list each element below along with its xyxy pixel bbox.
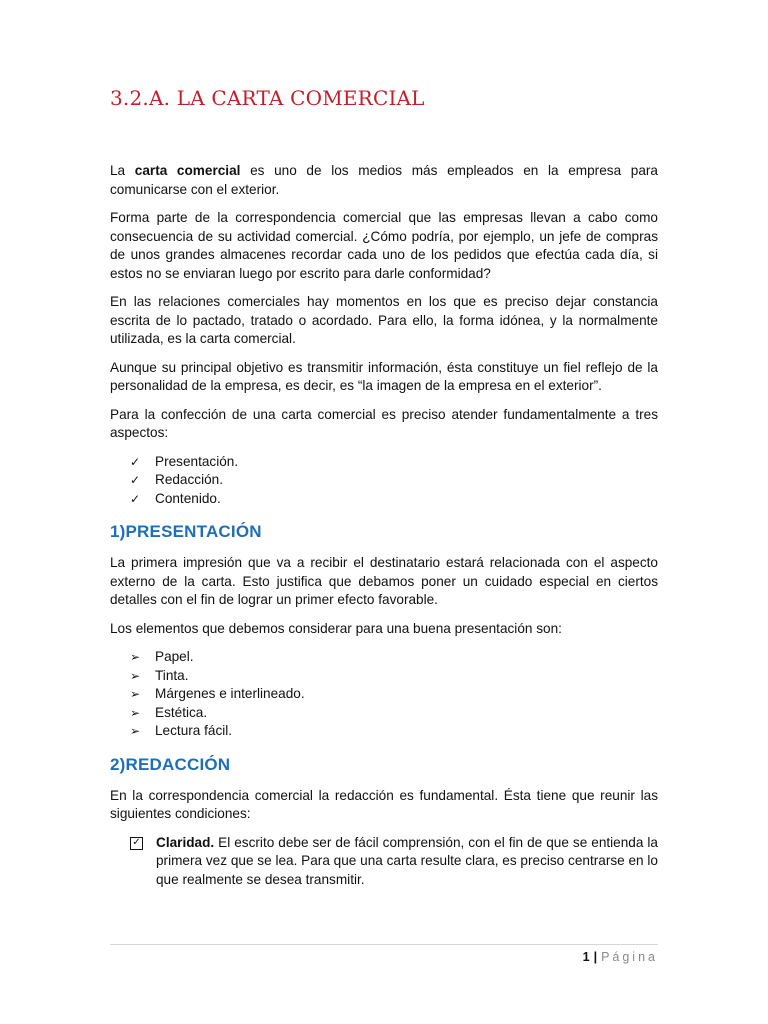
checked-box-icon: ✓ <box>130 837 143 850</box>
intro-paragraph-3: En las relaciones comerciales hay momentos en los que es preciso dejar constancia escrita de lo pactado, tratado o acordado. Para ello, la forma idónea, y la normalmente utilizada, es la carta comercial. <box>110 294 658 346</box>
list-item-label: Estética. <box>155 704 208 720</box>
section-heading-redaccion: 2)REDACCIÓN <box>110 754 231 774</box>
intro-paragraph-4: Aunque su principal objetivo es transmitir información, ésta constituye un fiel reflejo de la personalidad de la empresa, es decir, es “la imagen de la empresa en el exterior”. <box>110 359 658 393</box>
checkmark-icon: ✓ <box>130 454 141 469</box>
checkmark-icon: ✓ <box>130 491 141 506</box>
text-run: es uno de los medios más empleados en la empresa para comunicarse con el exterior. <box>110 163 658 197</box>
list-item-label: Contenido. <box>155 490 221 506</box>
list-item-label: Redacción. <box>155 472 224 487</box>
presentacion-paragraph-2: Los elementos que debemos considerar para una buena presentación son: <box>110 620 562 636</box>
footer-separator: | <box>593 950 598 964</box>
page-number: 1 <box>582 950 590 964</box>
list-item-label: Lectura fácil. <box>155 723 233 738</box>
text-run: La <box>110 163 135 178</box>
condition-item <box>110 834 658 890</box>
intro-paragraph-2: Forma parte de la correspondencia comercial que las empresas llevan a cabo como consecuencia de su actividad comercial. ¿Cómo podría, por ejemplo, un jefe de compras de unos grandes almacenes recordar cada uno de los pedidos que efectúa cada día, si estos no se enviaran luego por escrito para darle conformidad? <box>110 210 658 281</box>
page-label: Página <box>601 950 658 964</box>
condition-text <box>156 834 658 890</box>
list-item <box>130 490 658 509</box>
list-item <box>130 667 658 686</box>
list-item-label: Presentación. <box>155 453 239 469</box>
arrow-bullet-icon: ➢ <box>130 650 141 664</box>
list-item-label: Tinta. <box>155 667 189 683</box>
page-footer <box>110 944 658 964</box>
section-heading-presentacion: 1)PRESENTACIÓN <box>110 522 262 541</box>
arrow-bullet-icon: ➢ <box>130 705 141 720</box>
bold-term: carta comercial <box>134 163 241 178</box>
arrow-bullet-icon: ➢ <box>130 668 141 683</box>
list-item <box>130 471 658 490</box>
list-item-label: Márgenes e interlineado. <box>155 686 305 701</box>
condition-title: Claridad. <box>156 834 215 850</box>
list-item <box>130 453 658 472</box>
intro-paragraph-5: Para la confección de una carta comercial es preciso atender fundamentalmente a tres aspectos: <box>110 406 658 440</box>
arrow-bullet-icon: ➢ <box>130 724 141 738</box>
elements-list <box>110 648 658 741</box>
presentacion-paragraph-1: La primera impresión que va a recibir el destinatario estará relacionada con el aspecto externo de la carta. Esto justifica que debamos poner un cuidado especial en ciertos detalles con el fin de lograr un primer efecto favorable. <box>110 555 658 607</box>
condition-description: El escrito debe ser de fácil comprensión, con el fin de que se entienda la primera vez que se lea. Para que una carta resulte clara, es preciso centrarse en lo que realmente se desea transmitir. <box>156 834 658 887</box>
intro-paragraph-1 <box>110 162 658 199</box>
redaccion-paragraph-1: En la correspondencia comercial la redacción es fundamental. Ésta tiene que reunir las siguientes condiciones: <box>110 787 658 821</box>
page-title: 3.2.A. LA CARTA COMERCIAL <box>110 86 425 110</box>
list-item <box>130 648 658 667</box>
list-item <box>130 704 658 723</box>
checkmark-icon: ✓ <box>130 473 141 487</box>
aspects-list <box>110 453 658 509</box>
list-item <box>130 685 658 704</box>
list-item-label: Papel. <box>155 649 194 664</box>
arrow-bullet-icon: ➢ <box>130 687 141 701</box>
list-item <box>130 722 658 741</box>
